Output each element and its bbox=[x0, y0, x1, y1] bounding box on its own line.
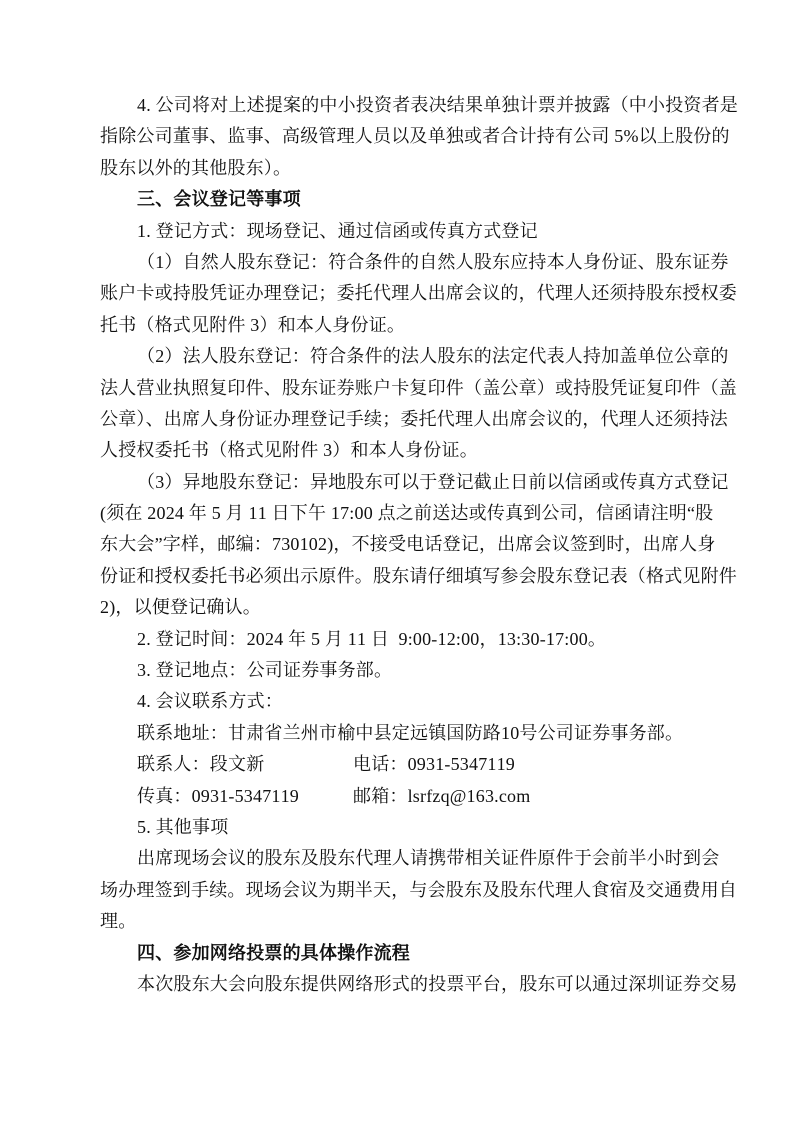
contact-row bbox=[100, 781, 694, 812]
text-line: 4. 会议联系方式： bbox=[137, 691, 283, 712]
text-line: 指除公司董事、监事、高级管理人员以及单独或者合计持有公司 5%以上股份的 bbox=[100, 126, 730, 147]
text-line: 托书（格式见附件 3）和本人身份证。 bbox=[100, 314, 406, 335]
contact-label-right: 电话：0931-5347119 bbox=[353, 754, 515, 775]
text-line: 理。 bbox=[100, 911, 137, 932]
document-body bbox=[100, 90, 738, 1000]
text-line: 本次股东大会向股东提供网络形式的投票平台，股东可以通过深圳证券交易 bbox=[137, 973, 738, 994]
text-line: (须在 2024 年 5 月 11 日下午 17:00 点之前送达或传真到公司，信函请注明“股 bbox=[100, 503, 714, 524]
text-line: 4. 公司将对上述提案的中小投资者表决结果单独计票并披露（中小投资者是 bbox=[137, 95, 738, 115]
text-line: （3）异地股东登记：异地股东可以于登记截止日前以信函或传真方式登记 bbox=[137, 471, 729, 492]
text-line: 出席现场会议的股东及股东代理人请携带相关证件原件于会前半小时到会 bbox=[137, 848, 720, 869]
contact-row bbox=[100, 749, 694, 780]
text-line: 份证和授权委托书必须出示原件。股东请仔细填写参会股东登记表（格式见附件 bbox=[100, 565, 737, 586]
text-line: 2. 登记时间：2024 年 5 月 11 日 9:00-12:00，13:30-17:00。 bbox=[137, 628, 607, 649]
text-line: 法人营业执照复印件、股东证券账户卡复印件（盖公章）或持股凭证复印件（盖 bbox=[100, 377, 737, 398]
text-line: 1. 登记方式：现场登记、通过信函或传真方式登记 bbox=[137, 220, 538, 241]
section-heading: 四、参加网络投票的具体操作流程 bbox=[137, 942, 410, 963]
text-line: （1）自然人股东登记：符合条件的自然人股东应持本人身份证、股东证券 bbox=[137, 251, 729, 272]
text-line: 场办理签到手续。现场会议为期半天，与会股东及股东代理人食宿及交通费用自 bbox=[100, 879, 737, 900]
text-line: （2）法人股东登记：符合条件的法人股东的法定代表人持加盖单位公章的 bbox=[137, 346, 729, 367]
text-line: 人授权委托书（格式见附件 3）和本人身份证。 bbox=[100, 440, 478, 461]
text-line: 5. 其他事项 bbox=[137, 816, 229, 837]
contact-label-left: 联系人：段文新 bbox=[137, 754, 265, 775]
text-line: 账户卡或持股凭证办理登记；委托代理人出席会议的，代理人还须持股东授权委 bbox=[100, 283, 737, 304]
contact-label-left: 传真：0931-5347119 bbox=[137, 785, 299, 806]
text-line: 股东以外的其他股东）。 bbox=[100, 157, 292, 178]
text-line: 东大会”字样，邮编：730102)，不接受电话登记，出席会议签到时，出席人身 bbox=[100, 534, 716, 555]
section-heading: 三、会议登记等事项 bbox=[137, 189, 301, 210]
text-line: 3. 登记地点：公司证券事务部。 bbox=[137, 660, 393, 681]
text-line: 2)，以便登记确认。 bbox=[100, 597, 261, 618]
text-line: 联系地址：甘肃省兰州市榆中县定远镇国防路10号公司证券事务部。 bbox=[137, 722, 684, 743]
contact-label-right: 邮箱：lsrfzq@163.com bbox=[353, 785, 531, 806]
text-line: 公章）、出席人身份证办理登记手续；委托代理人出席会议的，代理人还须持法 bbox=[100, 408, 728, 429]
